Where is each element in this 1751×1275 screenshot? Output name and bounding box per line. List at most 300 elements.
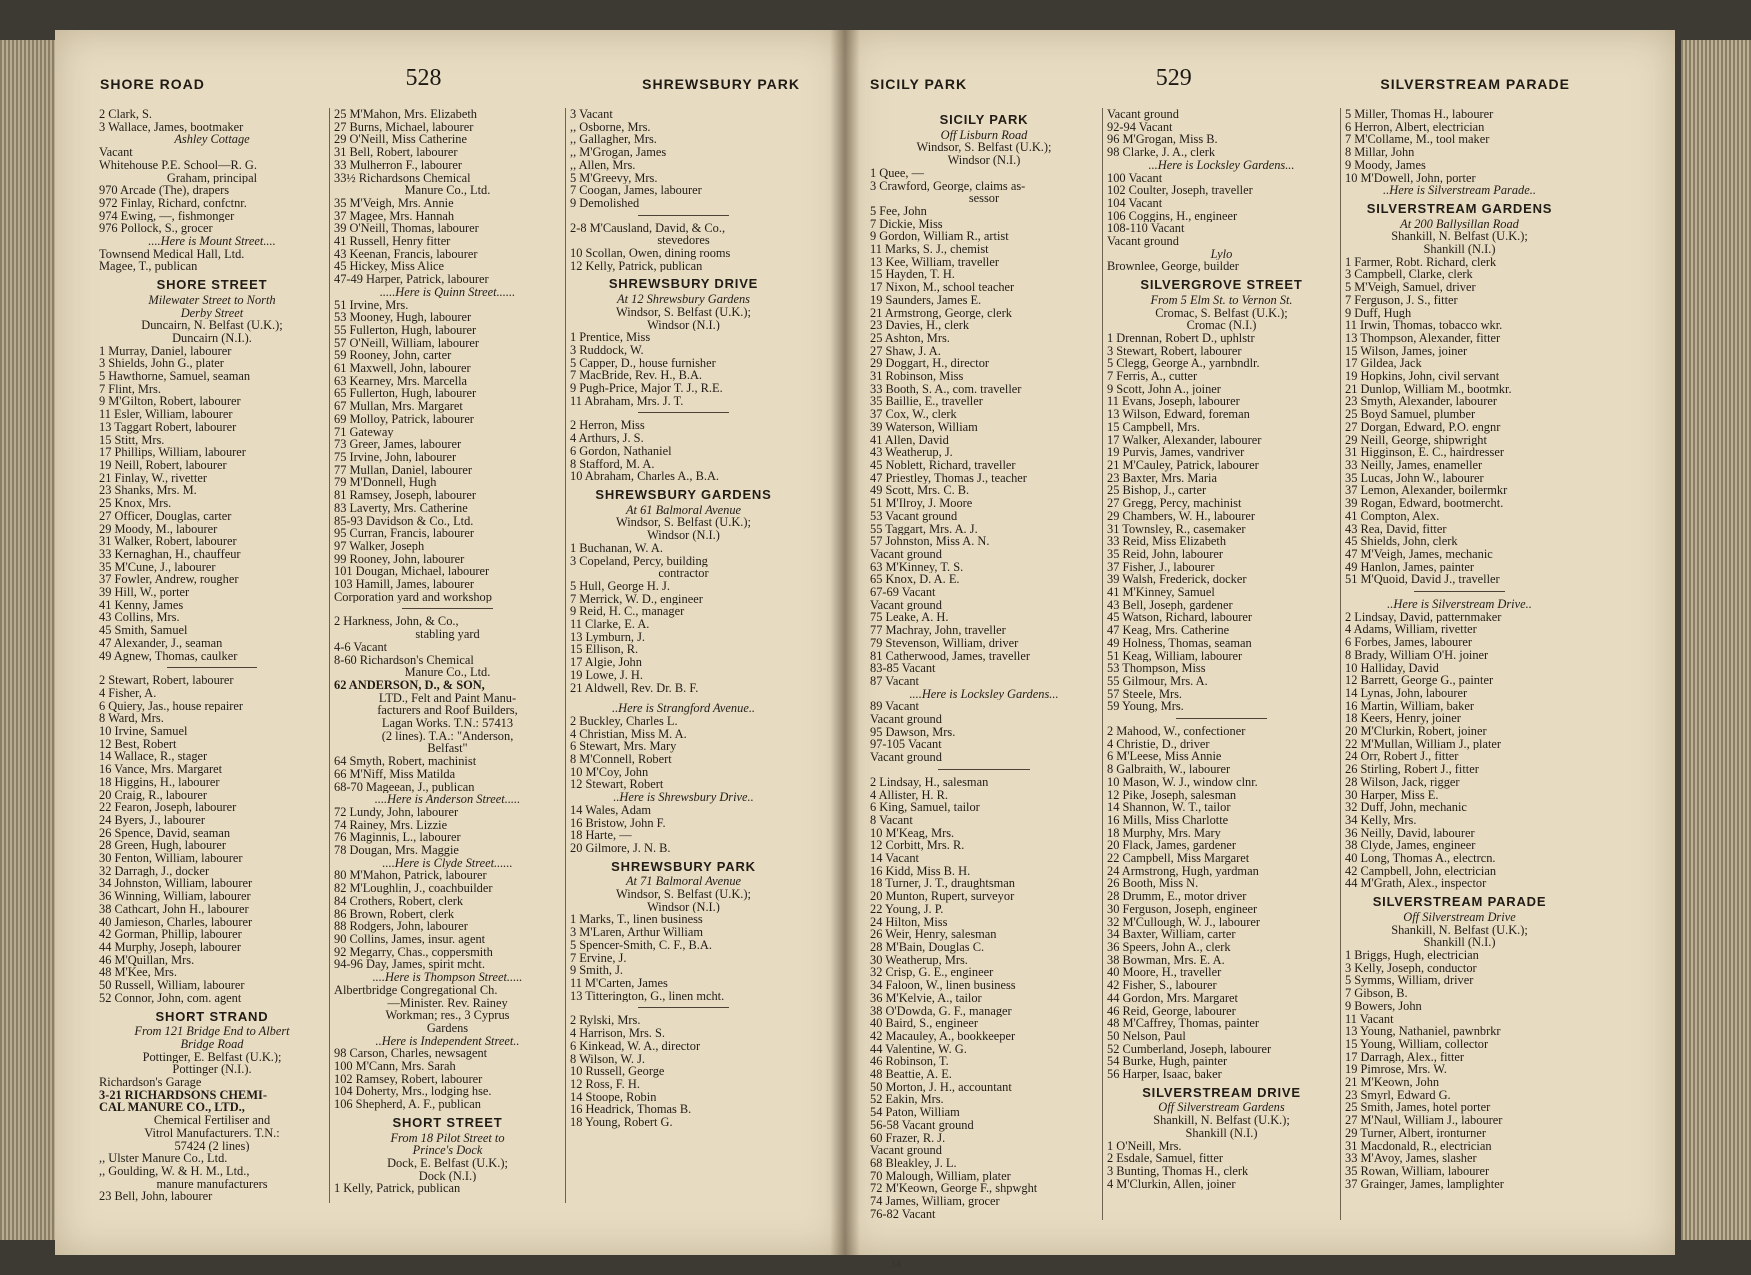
directory-entry: 11 Esler, William, labourer [99, 408, 233, 421]
entry-continuation: Pottinger (N.I.). [172, 1063, 252, 1077]
directory-entry: 38 Clyde, James, engineer [1345, 839, 1476, 853]
directory-entry: 99 Rooney, John, labourer [334, 552, 465, 566]
directory-entry: 23 Smyth, Alexander, labourer [1345, 395, 1497, 409]
directory-entry: 7 MacBride, Rev. H., B.A. [570, 369, 703, 383]
directory-entry: 19 Neill, Robert, labourer [99, 458, 227, 472]
street-heading: SHORT STREET [392, 1114, 503, 1130]
directory-entry: 15 Hayden, T. H. [870, 268, 955, 282]
directory-entry: 13 Taggart Robert, labourer [99, 420, 237, 434]
directory-entry: 39 Hill, W., porter [99, 586, 190, 599]
left-column-2 [329, 108, 565, 1203]
street-note: ..Here is Silverstream Parade.. [1383, 184, 1536, 197]
directory-entry: 13 Young, Nathaniel, pawnbrkr [1345, 1025, 1501, 1038]
directory-entry: 1 Quee, — [870, 166, 925, 180]
directory-entry: 4 Arthurs, J. S. [570, 432, 644, 445]
directory-entry: 7 M'Collame, M., tool maker [1345, 133, 1490, 147]
directory-entry: 26 Booth, Miss N. [1107, 877, 1199, 891]
directory-entry: ,, Ulster Manure Co., Ltd. [99, 1152, 228, 1165]
directory-entry: 53 Thompson, Miss [1107, 662, 1206, 675]
business-entry: 62 ANDERSON, D., & SON, [334, 678, 485, 692]
directory-entry: 28 M'Bain, Douglas C. [870, 941, 985, 954]
entry-continuation: Gardens [426, 1021, 469, 1035]
directory-entry: 6 Stewart, Mrs. Mary [570, 740, 677, 754]
section-divider [638, 215, 729, 216]
street-heading: SHREWSBURY DRIVE [608, 276, 759, 292]
directory-entry: 10 Halliday, David [1345, 661, 1439, 675]
directory-entry: 16 Kidd, Miss B. H. [870, 864, 971, 878]
street-note: ..Here is Shrewsbury Drive.. [613, 791, 754, 804]
street-note: Lylo [1210, 247, 1233, 261]
directory-entry: 46 Robinson, T. [870, 1055, 949, 1069]
directory-entry: 92 Megarry, Chas., coppersmith [334, 945, 493, 959]
directory-entry: 55 Taggart, Mrs. A. J. [870, 522, 978, 536]
directory-entry: 14 Wales, Adam [570, 803, 652, 817]
directory-entry: 42 Campbell, John, electrician [1345, 864, 1497, 878]
directory-entry: 20 M'Clurkin, Robert, joiner [1345, 725, 1487, 738]
directory-entry: 9 Pugh-Price, Major T. J., R.E. [570, 382, 723, 395]
directory-entry: 3 Stewart, Robert, labourer [1107, 344, 1242, 358]
directory-entry: 85-93 Davidson & Co., Ltd. [334, 514, 474, 528]
directory-entry: 36 Speers, John A., clerk [1107, 941, 1231, 954]
section-divider [402, 608, 493, 609]
directory-entry: 79 M'Donnell, Hugh [334, 476, 437, 490]
directory-entry: 17 Phillips, William, labourer [99, 446, 246, 459]
directory-entry: 12 Kelly, Patrick, publican [570, 259, 703, 273]
street-note: At 61 Balmoral Avenue [625, 503, 742, 517]
directory-entry: 48 M'Caffrey, Thomas, painter [1107, 1017, 1260, 1030]
directory-entry: 45 Smith, Samuel [99, 624, 188, 637]
directory-entry: 16 Headrick, Thomas B. [570, 1103, 692, 1117]
entry-continuation: Shankill, N. Belfast (U.K.); [1391, 923, 1528, 937]
directory-entry: Vacant ground [870, 751, 942, 764]
directory-entry: 26 Spence, David, seaman [99, 826, 231, 840]
directory-entry: 87 Vacant [870, 674, 919, 688]
directory-entry: 11 Abraham, Mrs. J. T. [570, 394, 684, 408]
directory-entry: 57 Johnston, Miss A. N. [870, 535, 990, 548]
directory-entry: 8 Stafford, M. A. [570, 457, 655, 471]
directory-entry: 9 Reid, H. C., manager [570, 605, 685, 619]
book-page-edges-right [1681, 40, 1751, 1240]
directory-entry: 6 Quiery, Jas., house repairer [99, 699, 244, 713]
directory-entry: 35 Reid, John, labourer [1107, 547, 1223, 561]
directory-entry: 41 Kenny, James [99, 598, 184, 612]
directory-entry: 6 Forbes, James, labourer [1345, 636, 1472, 649]
directory-entry: Vacant ground [870, 547, 942, 561]
directory-entry: 27 Gregg, Percy, machinist [1107, 497, 1242, 510]
directory-entry: 37 Fisher, J., labourer [1107, 560, 1215, 574]
directory-entry: 65 Knox, D. A. E. [870, 573, 960, 587]
directory-entry: 51 M'Quoid, David J., traveller [1345, 573, 1500, 587]
street-note: Milewater Street to North [148, 293, 276, 307]
directory-entry: 5 Symms, William, driver [1345, 974, 1474, 988]
street-note: .....Here is Quinn Street...... [379, 285, 516, 299]
directory-entry: 61 Maxwell, John, labourer [334, 362, 471, 375]
directory-entry: 4 Christie, D., driver [1107, 737, 1210, 751]
directory-entry: 106 Shepherd, A. F., publican [334, 1098, 481, 1111]
directory-entry: 18 Keers, Henry, joiner [1345, 712, 1461, 726]
directory-entry: 17 Gildea, Jack [1345, 357, 1422, 371]
directory-entry: 100 M'Cann, Mrs. Sarah [334, 1060, 456, 1073]
directory-entry: 10 Russell, George [570, 1065, 665, 1078]
directory-entry: 35 Baillie, E., traveller [870, 395, 983, 409]
directory-entry: 74 Rainey, Mrs. Lizzie [334, 818, 448, 832]
directory-entry: ,, Gallagher, Mrs. [570, 133, 657, 147]
directory-entry: 13 Kee, William, traveller [870, 255, 999, 269]
directory-entry: 33 Mulherron F., labourer [334, 158, 463, 172]
directory-entry: 40 Baird, S., engineer [870, 1017, 979, 1030]
directory-entry: 5 Fee, John [870, 204, 927, 218]
directory-entry: 17 Darragh, Alex., fitter [1345, 1050, 1465, 1064]
directory-entry: 74 James, William, grocer [870, 1195, 1000, 1208]
directory-entry: 18 Turner, J. T., draughtsman [870, 877, 1015, 891]
directory-entry: 55 Gilmour, Mrs. A. [1107, 674, 1208, 688]
directory-entry: 12 Barrett, George G., painter [1345, 674, 1494, 687]
directory-entry: 23 Bell, John, labourer [99, 1190, 213, 1204]
directory-entry: 12 Corbitt, Mrs. R. [870, 839, 965, 853]
directory-entry: 2 Herron, Miss [570, 419, 645, 433]
directory-entry: 24 Byers, J., labourer [99, 813, 205, 827]
entry-continuation: Manure Co., Ltd. [404, 666, 491, 679]
directory-entry: 13 Thompson, Alexander, fitter [1345, 331, 1501, 345]
directory-entry: 2 Esdale, Samuel, fitter [1107, 1152, 1223, 1165]
directory-entry: 37 Cox, W., clerk [870, 408, 957, 421]
directory-entry: 9 Smith, J. [570, 964, 624, 977]
directory-entry: 29 O'Neill, Miss Catherine [334, 133, 468, 147]
business-entry: 3-21 RICHARDSONS CHEMI- [99, 1088, 267, 1102]
directory-entry: 26 Weir, Henry, salesman [870, 928, 997, 941]
directory-entry: 8 Brady, William O'H. joiner [1345, 648, 1489, 662]
directory-entry: 10 M'Coy, John [570, 765, 649, 779]
directory-entry: 44 Murphy, Joseph, labourer [99, 941, 242, 954]
directory-entry: 14 Lynas, John, labourer [1345, 686, 1468, 700]
directory-entry: 48 M'Kee, Mrs. [99, 966, 177, 980]
directory-entry: 37 Grainger, James, lamplighter [1345, 1177, 1504, 1191]
directory-entry: 31 Townsley, R., casemaker [1107, 522, 1246, 536]
directory-entry: 5 Hawthorne, Samuel, seaman [99, 370, 251, 383]
directory-entry: ,, Osborne, Mrs. [570, 120, 651, 134]
directory-entry: 6 M'Leese, Miss Annie [1107, 750, 1222, 764]
directory-entry: 33 Reid, Miss Elizabeth [1107, 535, 1227, 548]
directory-entry: 38 Bowman, Mrs. E. A. [1107, 953, 1225, 967]
directory-entry: 5 Capper, D., house furnisher [570, 356, 716, 370]
directory-entry: 6 King, Samuel, tailor [870, 801, 980, 814]
entry-continuation: Belfast" [427, 742, 468, 756]
directory-entry: 9 Gordon, William R., artist [870, 230, 1009, 244]
directory-entry: 20 Munton, Rupert, surveyor [870, 890, 1015, 903]
directory-entry: 16 Martin, William, baker [1345, 699, 1474, 713]
directory-entry: 11 Evans, Joseph, labourer [1107, 395, 1240, 409]
directory-entry: 31 Walker, Robert, labourer [99, 535, 237, 548]
directory-entry: 95 Dawson, Mrs. [870, 725, 956, 739]
directory-entry: 22 M'Mullan, William J., plater [1345, 737, 1502, 751]
business-entry: CAL MANURE CO., LTD., [99, 1101, 245, 1115]
entry-continuation: Graham, principal [166, 171, 258, 185]
directory-entry: 1 Marks, T., linen business [570, 913, 703, 927]
directory-entry: 4 M'Clurkin, Allen, joiner [1107, 1177, 1236, 1191]
directory-entry: 33 Kernaghan, H., chauffeur [99, 547, 241, 561]
directory-entry: 38 Cathcart, John H., labourer [99, 902, 249, 916]
directory-entry: 11 Clarke, E. A. [570, 618, 650, 631]
directory-entry: Whitehouse P.E. School—R. G. [99, 158, 257, 172]
page-footer-mark: 34 [890, 1258, 901, 1270]
directory-entry: 108-110 Vacant [1107, 222, 1185, 236]
directory-entry: 43 Bell, Joseph, gardener [1107, 598, 1233, 612]
directory-entry: 1 O'Neill, Mrs. [1107, 1139, 1182, 1153]
directory-entry: 5 Clegg, George A., yarnbndlr. [1107, 357, 1260, 371]
directory-entry: 83 Laverty, Mrs. Catherine [334, 501, 468, 515]
directory-entry: 28 Wilson, Jack, rigger [1345, 775, 1460, 789]
directory-entry: 43 Weatherup, J. [870, 446, 953, 459]
directory-entry: Vacant ground [1107, 108, 1179, 121]
directory-entry: 34 Baxter, William, carter [1107, 928, 1236, 941]
entry-continuation: Windsor, S. Belfast (U.K.); [916, 141, 1052, 155]
street-note: Prince's Dock [412, 1144, 483, 1157]
directory-entry: 37 Magee, Mrs. Hannah [334, 209, 455, 223]
section-divider [638, 412, 729, 413]
street-heading: SILVERSTREAM PARADE [1372, 894, 1547, 910]
directory-entry: 47 Alexander, J., seaman [99, 636, 223, 650]
directory-entry: 7 Gibson, B. [1345, 987, 1408, 1000]
street-heading: SHORE STREET [156, 277, 268, 293]
entry-continuation: (2 lines). T.A.: "Anderson, [381, 729, 514, 743]
directory-entry: 32 Duff, John, mechanic [1345, 801, 1467, 814]
directory-entry: 3 M'Laren, Arthur William [570, 926, 703, 939]
directory-entry: 51 Irvine, Mrs. [334, 298, 409, 312]
street-note: At 200 Ballysillan Road [1400, 217, 1519, 231]
directory-entry: 12 Stewart, Robert [570, 778, 664, 792]
directory-entry: 6 Herron, Albert, electrician [1345, 120, 1485, 134]
directory-entry: 103 Hamill, James, labourer [334, 578, 475, 591]
directory-entry: Corporation yard and workshop [334, 590, 492, 604]
left-header-street-end: SHREWSBURY PARK [642, 76, 800, 92]
directory-entry: 25 Ashton, Mrs. [870, 331, 950, 345]
street-note: From 121 Bridge End to Albert [134, 1025, 290, 1038]
directory-entry: 33½ Richardsons Chemical [334, 171, 471, 185]
directory-entry: 101 Dougan, Michael, labourer [334, 565, 490, 579]
directory-entry: 6 Gordon, Nathaniel [570, 444, 672, 458]
directory-entry: 5 Miller, Thomas H., labourer [1345, 108, 1494, 121]
directory-entry: 30 Weatherup, Mrs. [870, 953, 968, 967]
directory-entry: Magee, T., publican [99, 260, 198, 274]
directory-entry: 19 Lowe, J. H. [570, 668, 643, 682]
directory-entry: 18 Higgins, H., labourer [99, 775, 220, 789]
directory-entry: 92-94 Vacant [1107, 120, 1173, 134]
directory-entry: 1 Farmer, Robt. Richard, clerk [1345, 255, 1497, 269]
directory-entry: 41 Russell, Henry fitter [334, 235, 451, 248]
directory-entry: 71 Gateway [334, 425, 394, 439]
directory-entry: 49 Scott, Mrs. C. B. [870, 484, 970, 498]
right-column-1 [866, 108, 1102, 1220]
directory-entry: 25 Smith, James, hotel porter [1345, 1101, 1491, 1115]
directory-entry: 100 Vacant [1107, 171, 1163, 185]
street-heading: SHREWSBURY PARK [611, 858, 756, 874]
directory-entry: 102 Ramsey, Robert, labourer [334, 1072, 483, 1086]
directory-entry: 84 Crothers, Robert, clerk [334, 894, 464, 908]
directory-entry: 31 Higginson, E. C., hairdresser [1345, 446, 1504, 459]
directory-entry: Vacant ground [870, 1144, 942, 1157]
directory-entry: 35 M'Veigh, Mrs. Annie [334, 196, 454, 210]
street-note: ....Here is Clyde Street...... [382, 856, 513, 870]
directory-entry: 36 Winning, William, labourer [99, 890, 251, 903]
directory-entry: 40 Long, Thomas A., electrcn. [1345, 852, 1496, 865]
directory-entry: 29 Moody, M., labourer [99, 522, 218, 536]
directory-entry: 81 Ramsey, Joseph, labourer [334, 489, 477, 502]
directory-entry: 98 Clarke, J. A., clerk [1107, 146, 1216, 159]
directory-entry: 50 Morton, J. H., accountant [870, 1080, 1012, 1094]
directory-entry: 45 Watson, Richard, labourer [1107, 611, 1253, 625]
directory-entry: 2 Clark, S. [99, 108, 153, 121]
directory-entry: 31 Robinson, Miss [870, 370, 964, 383]
directory-entry: 98 Carson, Charles, newsagent [334, 1047, 488, 1061]
directory-entry: 54 Paton, William [870, 1106, 960, 1119]
directory-entry: 59 Young, Mrs. [1107, 700, 1184, 714]
directory-entry: 55 Fullerton, Hugh, labourer [334, 323, 477, 337]
directory-entry: ,, Goulding, W. & H. M., Ltd., [99, 1164, 250, 1178]
directory-entry: 59 Rooney, John, carter [334, 349, 452, 363]
street-heading: SILVERSTREAM DRIVE [1142, 1084, 1301, 1100]
directory-entry: 2 Lindsay, David, patternmaker [1345, 610, 1502, 624]
directory-entry: 44 M'Grath, Alex., inspector [1345, 877, 1487, 891]
directory-entry: 82 M'Loughlin, J., coachbuilder [334, 882, 493, 895]
entry-continuation: Chemical Fertiliser and [153, 1114, 271, 1127]
directory-entry: 67-69 Vacant [870, 586, 936, 599]
directory-entry: 8 Millar, John [1345, 146, 1415, 159]
directory-entry: 52 Connor, John, com. agent [99, 991, 242, 1005]
directory-entry: 94-96 Day, James, spirit mcht. [334, 958, 485, 972]
directory-entry: 31 Bell, Robert, labourer [334, 146, 458, 159]
directory-entry: 48 Beattie, A. E. [870, 1068, 952, 1081]
directory-entry: 72 M'Keown, George F., shpwght [870, 1182, 1038, 1196]
left-column-3 [565, 108, 801, 1203]
entry-continuation: Windsor, S. Belfast (U.K.); [616, 516, 751, 530]
street-note: ....Here is Thompson Street..... [372, 971, 523, 984]
directory-entry: 23 Baxter, Mrs. Maria [1107, 471, 1217, 485]
directory-entry: 75 Irvine, John, labourer [334, 450, 457, 464]
directory-entry: 3 Copeland, Percy, building [570, 554, 708, 568]
directory-entry: 29 Neill, George, shipwright [1345, 433, 1487, 447]
directory-entry: 47 M'Veigh, James, mechanic [1345, 547, 1493, 561]
directory-entry: 9 Bowers, John [1345, 999, 1422, 1013]
directory-entry: 2 Buckley, Charles L. [570, 714, 678, 728]
street-note: Off Silverstream Drive [1403, 910, 1516, 924]
directory-entry: 42 Fisher, S., labourer [1107, 979, 1217, 992]
directory-entry: 7 Merrick, W. D., engineer [570, 592, 703, 606]
directory-entry: 14 Stoope, Robin [570, 1090, 657, 1104]
directory-entry: 72 Lundy, John, labourer [334, 805, 459, 819]
directory-entry: 11 Marks, S. J., chemist [870, 243, 989, 256]
directory-entry: 25 Knox, Mrs. [99, 497, 172, 510]
directory-entry: 34 Faloon, W., linen business [870, 979, 1016, 992]
directory-entry: 2 Harkness, John, & Co., [334, 615, 459, 629]
directory-entry: 15 Campbell, Mrs. [1107, 420, 1200, 434]
directory-entry: 8-60 Richardson's Chemical [334, 653, 474, 667]
directory-entry: 27 Dorgan, Edward, P.O. engnr [1345, 420, 1501, 434]
directory-entry: 4 Fisher, A. [99, 686, 157, 700]
directory-entry: 9 Moody, James [1345, 158, 1426, 172]
directory-entry: 86 Brown, Robert, clerk [334, 907, 455, 921]
directory-entry: 27 Officer, Douglas, carter [99, 509, 232, 523]
directory-entry: 67 Mullan, Mrs. Margaret [334, 400, 463, 413]
directory-entry: 63 M'Kinney, T. S. [870, 560, 964, 574]
directory-entry: 35 Lucas, John W., labourer [1345, 471, 1484, 485]
directory-entry: 73 Greer, James, labourer [334, 438, 462, 451]
directory-entry: 972 Finlay, Richard, confctnr. [99, 196, 247, 210]
directory-entry: 3 Shields, John G., plater [99, 357, 224, 371]
directory-entry: Brownlee, George, builder [1107, 260, 1239, 274]
street-note: ....Here is Anderson Street..... [374, 793, 521, 806]
directory-entry: 17 Nixon, M., school teacher [870, 281, 1015, 294]
right-page-header [870, 52, 1570, 92]
directory-entry: 16 Mills, Miss Charlotte [1107, 813, 1229, 827]
directory-entry: 22 Young, J. P. [870, 902, 944, 916]
directory-entry: 976 Pollock, S., grocer [99, 222, 213, 236]
entry-continuation: stabling yard [415, 628, 480, 641]
directory-entry: 104 Vacant [1107, 196, 1163, 210]
directory-entry: 33 Neilly, James, enameller [1345, 458, 1483, 472]
directory-entry: 2-8 M'Causland, David, & Co., [570, 221, 726, 235]
section-divider [638, 1007, 729, 1008]
directory-entry: 5 Spencer-Smith, C. F., B.A. [570, 938, 712, 952]
directory-entry: 4 Harrison, Mrs. S. [570, 1027, 665, 1040]
directory-entry: 80 M'Mahon, Patrick, labourer [334, 869, 487, 883]
directory-entry: 47 Priestley, Thomas J., teacher [870, 471, 1027, 485]
entry-continuation: Windsor (N.I.) [647, 318, 720, 332]
directory-entry: 33 Booth, S. A., com. traveller [870, 382, 1022, 396]
directory-entry: 34 Johnston, William, labourer [99, 877, 253, 891]
directory-entry: 1 Kelly, Patrick, publican [334, 1182, 461, 1196]
directory-entry: 88 Rodgers, John, labourer [334, 920, 468, 933]
directory-entry: 12 Pike, Joseph, salesman [1107, 788, 1237, 802]
directory-entry: 35 M'Cune, J., labourer [99, 560, 216, 574]
directory-entry: 23 Shanks, Mrs. M. [99, 484, 197, 498]
directory-entry: Vacant ground [870, 713, 942, 726]
directory-entry: 4 Allister, H. R. [870, 788, 948, 802]
directory-entry: 20 Craig, R., labourer [99, 788, 208, 802]
directory-entry: 79 Stevenson, William, driver [870, 636, 1019, 650]
directory-entry: 9 Demolished [570, 196, 640, 210]
directory-entry: 68 Bleakley, J. L. [870, 1156, 957, 1170]
right-page-columns [866, 108, 1578, 1220]
directory-entry: 45 Shields, John, clerk [1345, 535, 1458, 548]
directory-entry: 69 Molloy, Patrick, labourer [334, 412, 474, 426]
directory-entry: 10 M'Dowell, John, porter [1345, 171, 1476, 185]
directory-entry: 9 Scott, John A., joiner [1107, 382, 1221, 396]
directory-entry: 6 Kinkead, W. A., director [570, 1039, 701, 1053]
entry-continuation: contractor [658, 567, 709, 580]
left-page-columns [95, 108, 801, 1203]
directory-entry: 3 Ruddock, W. [570, 343, 644, 357]
street-note: Off Lisburn Road [940, 128, 1028, 142]
directory-entry: 32 Crisp, G. E., engineer [870, 966, 994, 980]
directory-entry: 25 M'Mahon, Mrs. Elizabeth [334, 108, 477, 121]
directory-entry: 29 Turner, Albert, ironturner [1345, 1126, 1486, 1140]
directory-entry: 65 Fullerton, Hugh, labourer [334, 387, 477, 401]
directory-entry: 57 O'Neill, William, labourer [334, 336, 479, 350]
entry-continuation: sessor [968, 192, 1000, 205]
directory-entry: Albertbridge Congregational Ch. [334, 983, 498, 997]
entry-continuation: Lagan Works. T.N.: 57413 [381, 717, 514, 730]
entry-continuation: Vitrol Manufacturers. T.N.: [144, 1126, 280, 1140]
directory-entry: 18 Young, Robert G. [570, 1116, 673, 1129]
directory-entry: 37 Fowler, Andrew, rougher [99, 573, 239, 587]
directory-entry: 10 Abraham, Charles A., B.A. [570, 470, 720, 483]
directory-entry: 41 M'Kinney, Samuel [1107, 586, 1215, 599]
directory-entry: 20 Gilmore, J. N. B. [570, 841, 671, 855]
entry-continuation: Windsor (N.I.) [647, 900, 720, 914]
entry-continuation: Workman; res., 3 Cyprus [385, 1009, 510, 1022]
directory-entry: 10 M'Keag, Mrs. [870, 826, 955, 840]
directory-entry: 106 Coggins, H., engineer [1107, 209, 1238, 223]
